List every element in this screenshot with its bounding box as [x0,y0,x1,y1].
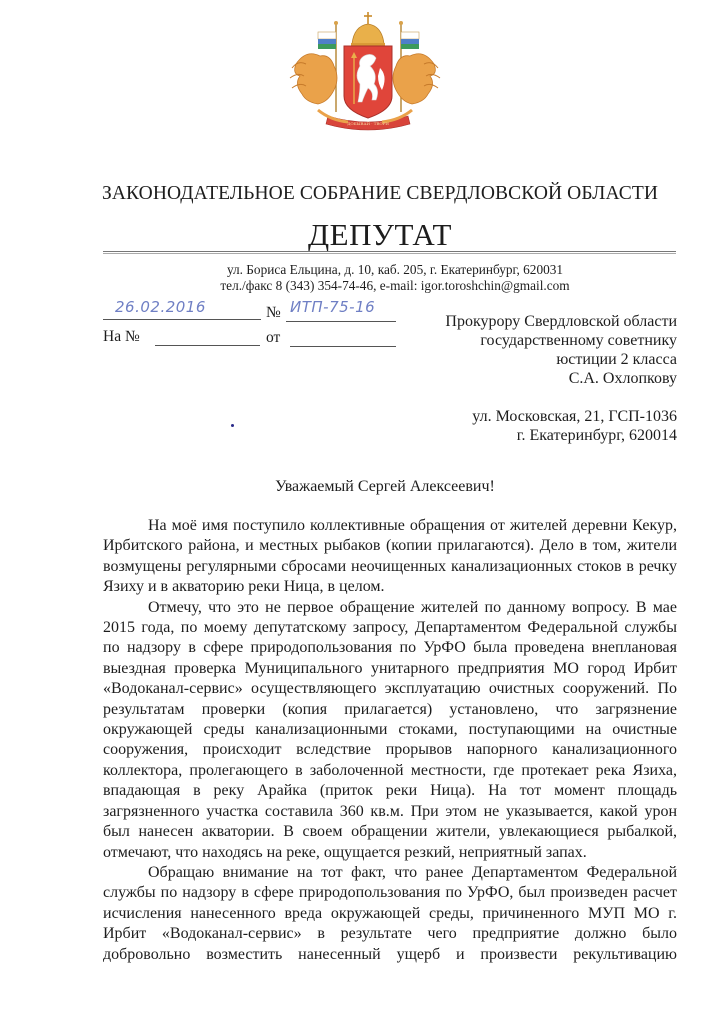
date-underline [103,319,261,320]
number-underline [286,321,396,322]
letter-body [103,516,677,965]
sender-address: ул. Бориса Ельцина, д. 10, каб. 205, г. Екатеринбург, 620031 [226,262,564,277]
recipient-block [445,312,677,388]
coat-of-arms-icon [288,4,442,144]
ink-dot [231,424,234,427]
recipient-line: государственному советнику [480,332,677,349]
recipient-address-line: ул. Московская, 21, ГСП-1036 [472,408,677,425]
reply-to-label: На № [103,328,140,345]
recipient-address [472,407,677,445]
outgoing-date: 26.02.2016 [115,298,206,316]
registration-block [103,298,403,350]
body-paragraph: На моё имя поступило коллективные обращения от жителей деревни Кекур, Ирбитского района, и местных рыбаков (копии прилагаются). Дело в том, жители возмущены регулярными сбросами неочищенных канализационных стоков в речку Язиху и в акваторию реки Ница, в целом. [103,517,677,596]
sender-contacts: тел./факс 8 (343) 354-74-46, e-mail: igor.toroshchin@gmail.com [220,278,570,293]
recipient-name: С.А. Охлопкову [568,370,677,387]
recipient-address-line: г. Екатеринбург, 620014 [516,427,677,444]
recipient-line: юстиции 2 класса [556,351,677,368]
letterhead-divider [103,251,676,254]
position-title: ДЕПУТАТ [308,217,452,252]
reply-to-underline [155,345,260,346]
svg-text:ДОБЫВАЙ · ТВОРИ: ДОБЫВАЙ · ТВОРИ [347,121,389,126]
outgoing-number: ИТП-75-16 [290,298,376,316]
body-paragraph: Отмечу, что это не первое обращение жителей по данному вопросу. В мае 2015 года, по моему депутатскому запросу, Департаментом Федеральной службы по надзору в сфере природопользования по УрФО была проведена внеплановая выездная проверка Муниципального унитарного предприятия МО город Ирбит «Водоканал-сервис» осуществляющего эксплуатацию очистных сооружений. По результатам проверки (копия прилагается) установлено, что загрязнение окружающей среды канализационными стоками, поступающими на очистные сооружения, происходит вследствие прорывов напорного канализационного коллектора, пролегающего в заболоченной местности, где протекает река Язиха, впадающая в реку Арайка (приток реки Ница). На тот момент площадь загрязненного участка составила 360 кв.м. При этом не указывается, какой урон был нанесен акватории. В своем обращении жители, увлекающиеся рыбалкой, отмечают, что находясь на реке, ощущается резкий, неприятный запах. [103,598,677,861]
from-label: от [266,329,281,346]
organization-title: ЗАКОНОДАТЕЛЬНОЕ СОБРАНИЕ СВЕРДЛОВСКОЙ ОБЛАСТИ [101,183,659,204]
salutation: Уважаемый Сергей Алексеевич! [275,478,495,495]
coat-of-arms-emblem [288,4,442,144]
from-underline [290,346,396,347]
recipient-line: Прокурору Свердловской области [445,313,677,330]
number-label: № [266,304,281,321]
body-paragraph: Обращаю внимание на тот факт, что ранее Департаментом Федеральной службы по надзору в сфере природопользования по УрФО, был произведен расчет исчисления нанесенного вреда окружающей среды, причиненного МУП МО г. Ирбит «Водоканал-сервис» в результате чего предприятие должно было добровольно возместить нанесенный ущерб и произвести рекультивацию [103,863,677,963]
